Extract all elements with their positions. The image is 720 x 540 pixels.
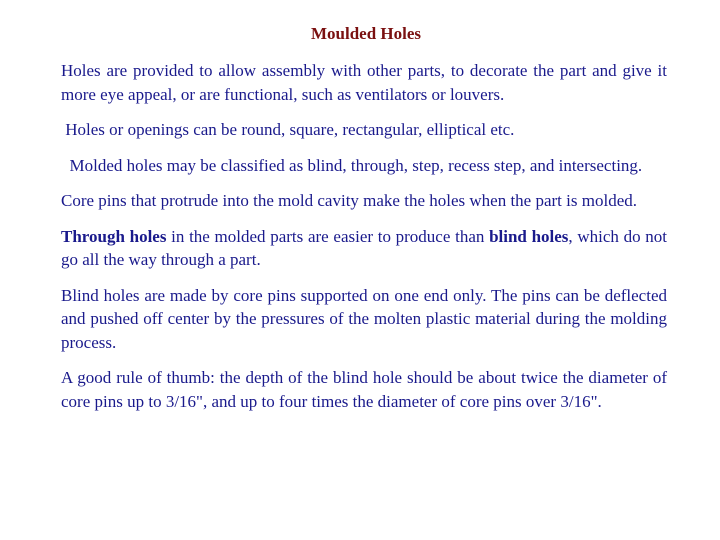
- paragraph-through-vs-blind: [61, 225, 667, 272]
- slide-body: [61, 59, 667, 425]
- paragraph-core-pins: Core pins that protrude into the mold cavity make the holes when the part is molded.: [61, 191, 637, 210]
- paragraph-shapes: Holes or openings can be round, square, rectangular, elliptical etc.: [61, 120, 515, 139]
- paragraph-text: in the molded parts are easier to produce than: [166, 226, 490, 246]
- term-through-holes: Through holes: [61, 226, 167, 246]
- paragraph-purpose: Holes are provided to allow assembly with other parts, to decorate the part and give it more eye appeal, or are functional, such as ventilators or louvers.: [61, 61, 667, 104]
- paragraph-text: , which do not go all the way through a part.: [61, 226, 667, 269]
- paragraph-rule-of-thumb: A good rule of thumb: the depth of the blind hole should be about twice the diameter of core pins up to 3/16", and up to four times the diameter of core pins over 3/16".: [61, 368, 667, 411]
- paragraph-blind-holes: Blind holes are made by core pins supported on one end only. The pins can be deflected and pushed off center by the pressures of the molten plastic material during the molding process.: [61, 285, 667, 352]
- term-blind-holes: blind holes: [489, 226, 569, 246]
- page-title: Moulded Holes: [310, 24, 422, 43]
- paragraph-classification: Molded holes may be classified as blind, through, step, recess step, and intersecting.: [61, 155, 643, 175]
